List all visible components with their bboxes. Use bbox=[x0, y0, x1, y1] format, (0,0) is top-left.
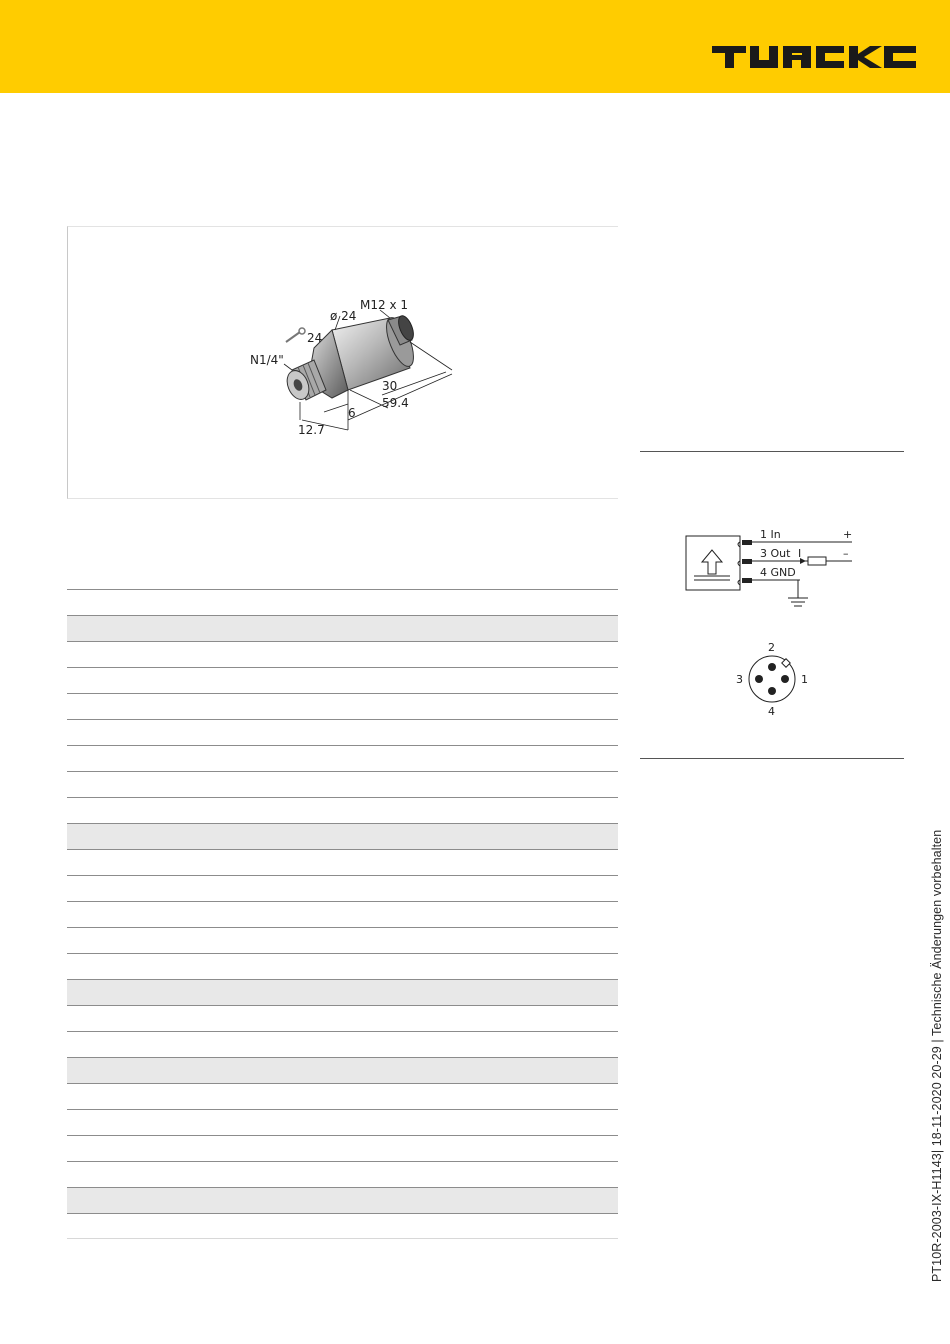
pin-label-3: 3 bbox=[736, 673, 743, 686]
table-row bbox=[67, 797, 618, 823]
table-row bbox=[67, 1031, 618, 1057]
table-section-row bbox=[67, 615, 618, 641]
pin-label-2: 2 bbox=[768, 641, 775, 654]
table-row bbox=[67, 1005, 618, 1031]
wire-label-out: 3 Out bbox=[760, 547, 791, 560]
dimension-drawing bbox=[240, 290, 480, 445]
wire-label-current: I bbox=[798, 547, 802, 560]
table-row bbox=[67, 745, 618, 771]
table-row bbox=[67, 771, 618, 797]
label-length-6: 6 bbox=[348, 406, 356, 420]
table-row bbox=[67, 1135, 618, 1161]
connector-pinout bbox=[732, 640, 814, 718]
wrench-icon bbox=[286, 328, 305, 342]
table-row bbox=[67, 719, 618, 745]
wire-label-gnd: 4 GND bbox=[760, 566, 796, 579]
section-divider-bottom bbox=[640, 758, 904, 759]
table-row bbox=[67, 927, 618, 953]
label-diameter: ø 24 bbox=[330, 309, 357, 323]
document-side-note: PT10R-2003-IX-H1143| 18-11-2020 20-29 | Technische Änderungen vorbehalten bbox=[930, 829, 944, 1282]
table-section-row bbox=[67, 979, 618, 1005]
wiring-diagram bbox=[680, 522, 860, 612]
table-row bbox=[67, 1213, 618, 1239]
table-row bbox=[67, 953, 618, 979]
wire-label-plus: + bbox=[843, 528, 853, 541]
table-section-row bbox=[67, 823, 618, 849]
pin-label-1: 1 bbox=[801, 673, 808, 686]
label-process-thread: N1/4" bbox=[250, 353, 284, 367]
table-row bbox=[67, 641, 618, 667]
label-wrench-size: 24 bbox=[307, 331, 323, 345]
pressure-sensor-icon bbox=[694, 550, 730, 580]
section-divider-top bbox=[640, 451, 904, 452]
pin-label-4: 4 bbox=[768, 705, 775, 718]
wire-label-in: 1 In bbox=[760, 528, 781, 541]
table-section-row bbox=[67, 1057, 618, 1083]
label-m12: M12 x 1 bbox=[360, 298, 408, 312]
turck-logo bbox=[712, 44, 916, 70]
table-section-row bbox=[67, 1187, 618, 1213]
table-row bbox=[67, 849, 618, 875]
label-length-12: 12.7 bbox=[298, 423, 325, 437]
table-row bbox=[67, 901, 618, 927]
table-row bbox=[67, 1109, 618, 1135]
label-length-59: 59.4 bbox=[382, 396, 409, 410]
table-row bbox=[67, 589, 618, 615]
table-row bbox=[67, 1083, 618, 1109]
table-row bbox=[67, 667, 618, 693]
table-row bbox=[67, 875, 618, 901]
spec-table bbox=[67, 589, 618, 1239]
table-row bbox=[67, 1161, 618, 1187]
label-length-30: 30 bbox=[382, 379, 398, 393]
wire-label-minus: – bbox=[843, 547, 849, 560]
table-row bbox=[67, 693, 618, 719]
